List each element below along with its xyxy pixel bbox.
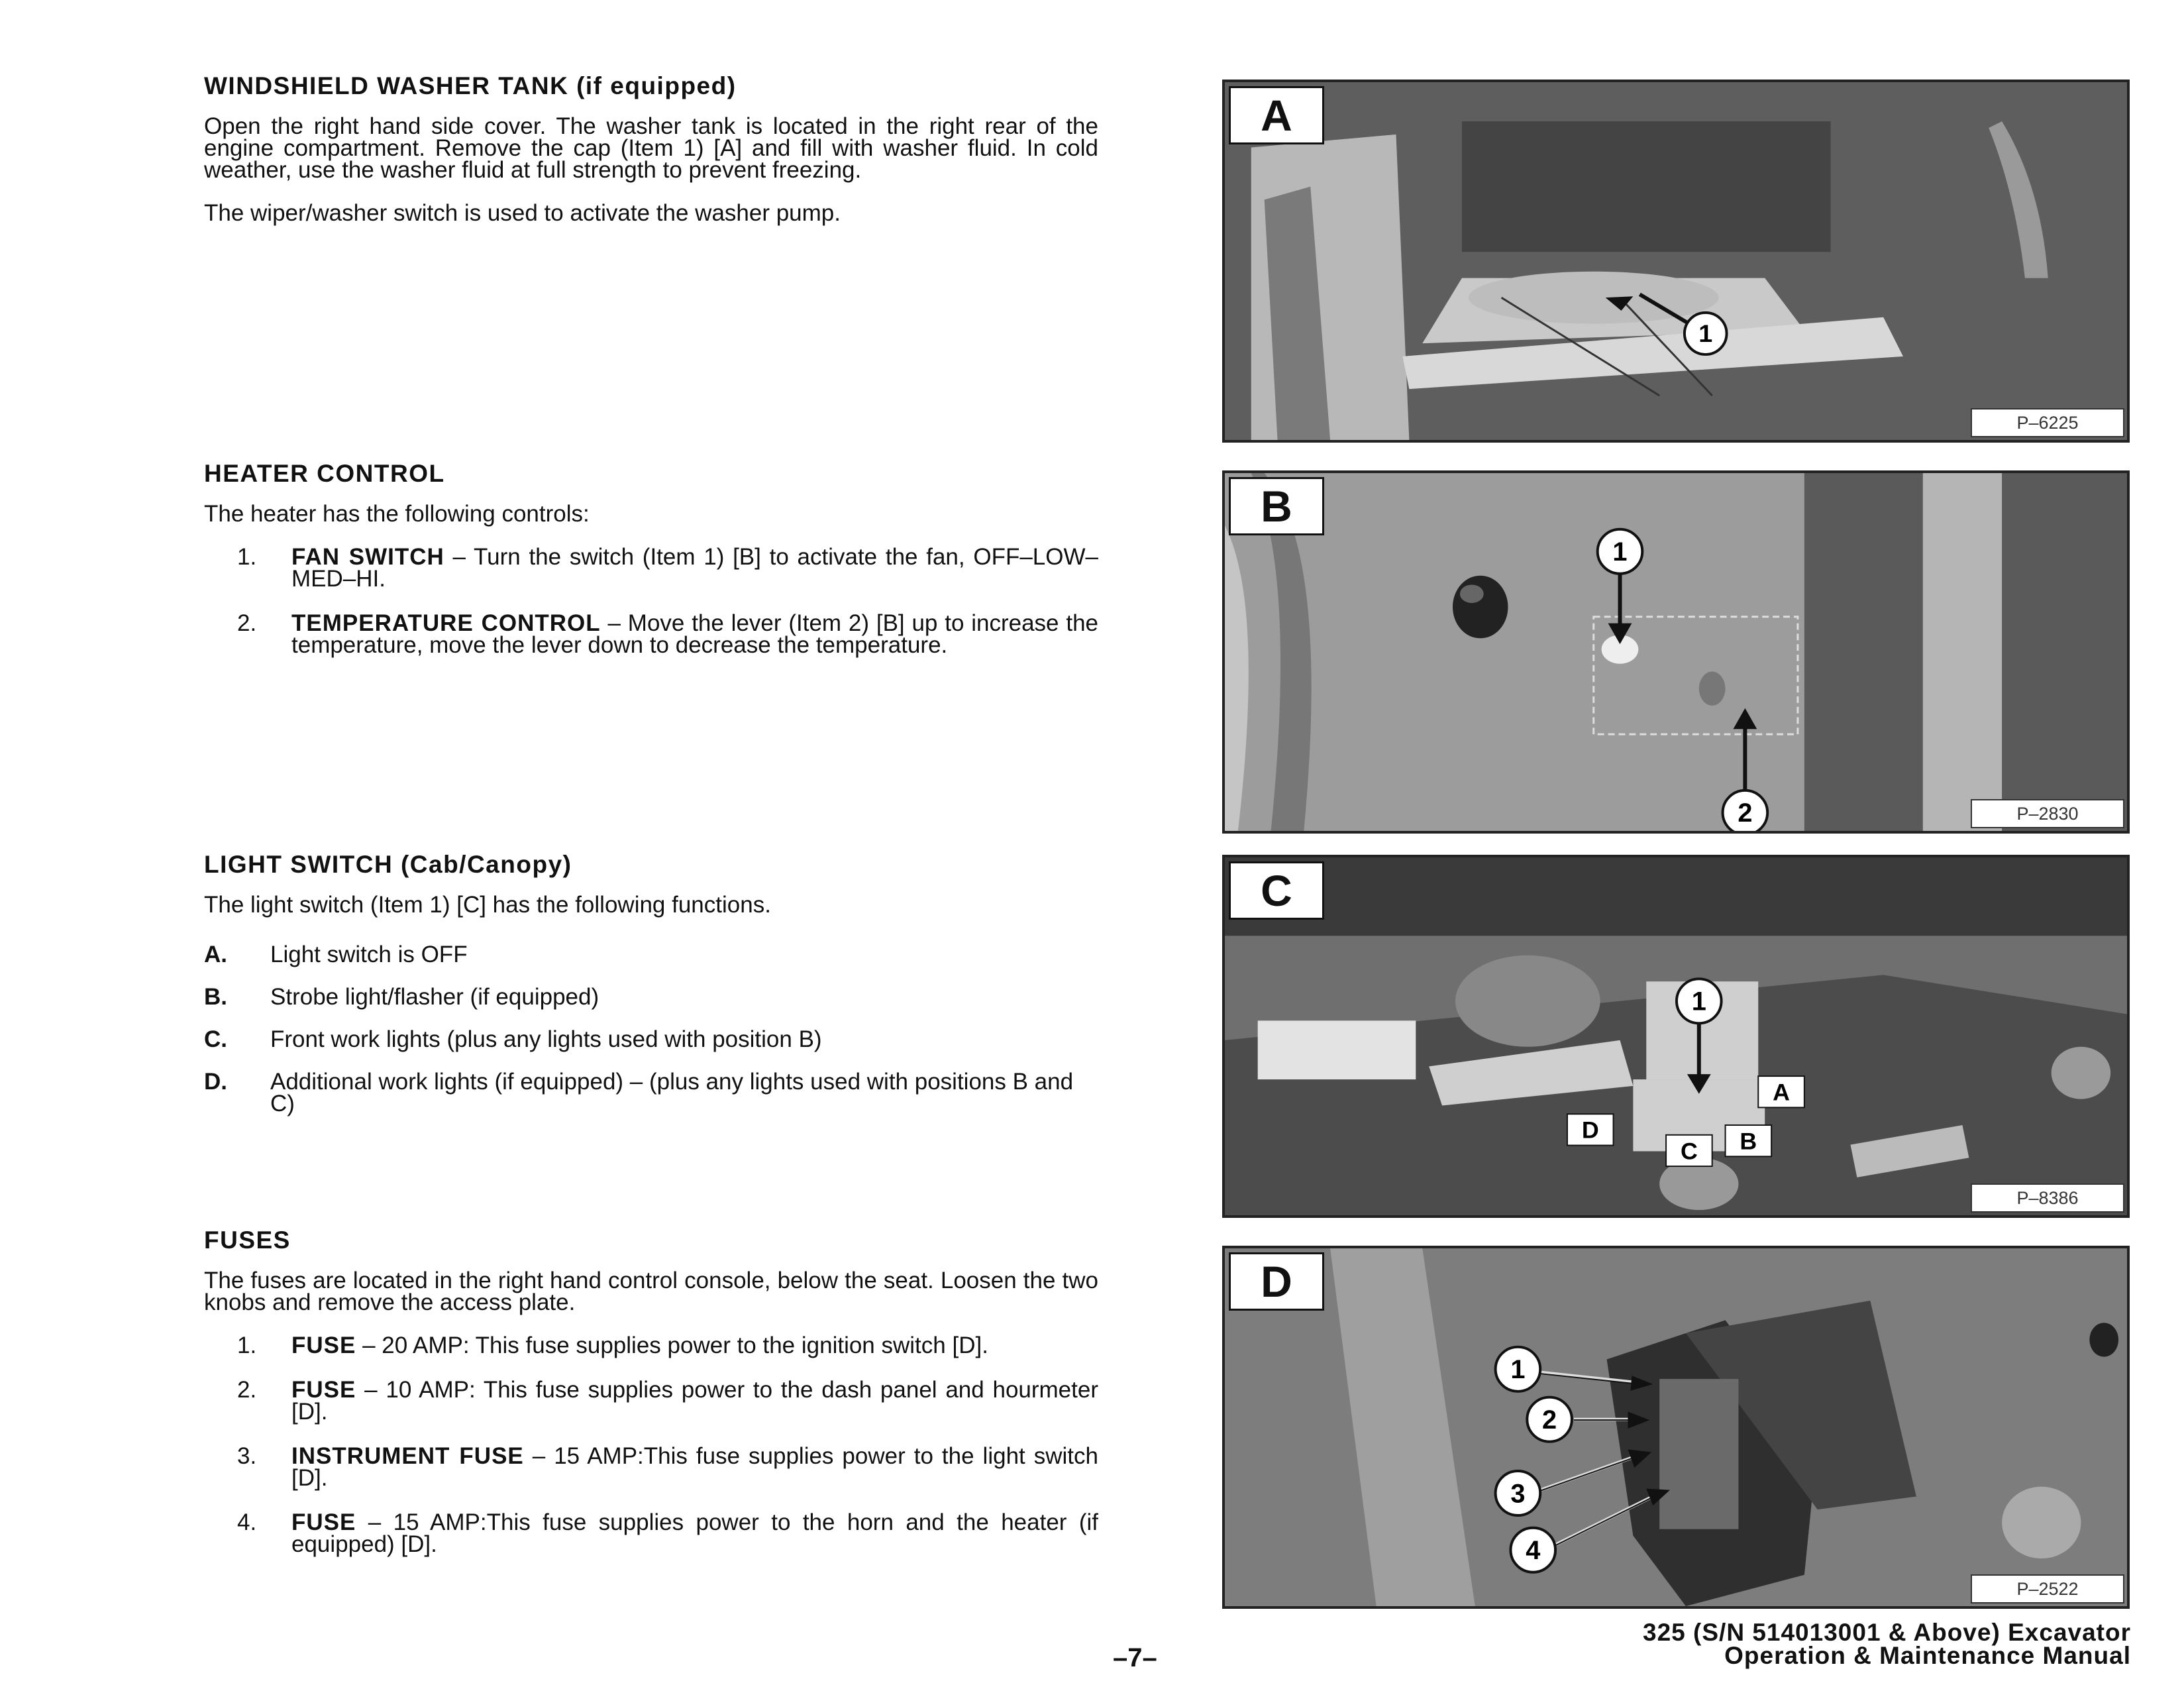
callout-4: 4 (1526, 1536, 1541, 1566)
callout-2: 2 (1738, 798, 1753, 828)
callout-1: 1 (1510, 1355, 1526, 1385)
item-term: FUSE (291, 1377, 356, 1403)
photo-a-letter: A (1229, 86, 1324, 144)
item-text: – 10 AMP: This fuse supplies power to the dash panel and hourmeter [D]. (291, 1377, 1098, 1425)
item-term: FUSE (291, 1333, 356, 1358)
section-heater (204, 459, 1098, 679)
photo-a (1222, 80, 2130, 443)
photo-c (1222, 855, 2130, 1218)
item-text: Additional work lights (if equipped) – (plus any lights used with positions B and C) (270, 1069, 1074, 1116)
callout-3: 3 (1510, 1479, 1526, 1509)
item-number: 1. (237, 1333, 257, 1358)
list-item (204, 1334, 1098, 1356)
item-text: – Move the lever (Item 2) [B] up to increase the temperature, move the lever down to decrease the temperature. (291, 610, 1098, 658)
callout-1: 1 (1612, 537, 1628, 567)
callout-2: 2 (1542, 1405, 1557, 1435)
item-text: – Turn the switch (Item 1) [B] to activate the fan, OFF–LOW–MED–HI. (291, 544, 1098, 592)
photo-b-scene (1225, 473, 2127, 831)
washer-paragraph-1: Open the right hand side cover. The washer tank is located in the right rear of the engine compartment. Remove the cap (Item 1) [A] and fill with washer fluid. In cold weather, use the washer fluid at full strength to prevent freezing. (204, 113, 1098, 183)
item-number: 2. (237, 1377, 257, 1403)
fuses-list (204, 1334, 1098, 1555)
item-text: – 20 AMP: This fuse supplies power to the ignition switch [D]. (356, 1333, 988, 1358)
item-letter: B. (204, 984, 227, 1010)
section-light (204, 850, 1098, 1135)
photo-c-scene (1225, 857, 2127, 1215)
photo-b (1222, 470, 2130, 834)
item-number: 3. (237, 1443, 257, 1469)
callout-1: 1 (1698, 319, 1713, 348)
list-item (204, 986, 1098, 1008)
list-item (204, 1071, 1098, 1115)
photo-d-letter: D (1229, 1252, 1324, 1311)
item-term: INSTRUMENT FUSE (291, 1443, 524, 1469)
photo-d (1222, 1246, 2130, 1609)
item-term: FAN SWITCH (291, 544, 444, 570)
photo-d-scene (1225, 1248, 2127, 1606)
item-text: Light switch is OFF (270, 942, 468, 967)
photo-c-letter: C (1229, 861, 1324, 920)
position-d-label: D (1581, 1116, 1599, 1144)
light-intro: The light switch (Item 1) [C] has the following functions. (204, 892, 771, 918)
item-term: TEMPERATURE CONTROL (291, 610, 601, 636)
heading-heater: HEATER CONTROL (204, 460, 445, 487)
list-item (204, 944, 1098, 965)
photo-a-scene (1225, 82, 2127, 440)
item-letter: C. (204, 1026, 227, 1052)
position-b-label: B (1740, 1128, 1757, 1155)
list-item (204, 1379, 1098, 1423)
item-number: 2. (237, 610, 257, 636)
item-number: 4. (237, 1509, 257, 1535)
item-letter: D. (204, 1069, 227, 1095)
item-letter: A. (204, 942, 227, 967)
section-washer (204, 72, 1098, 245)
item-text: – 15 AMP:This fuse supplies power to the horn and the heater (if equipped) [D]. (291, 1509, 1098, 1557)
heading-fuses: FUSES (204, 1226, 291, 1254)
item-text: – 15 AMP:This fuse supplies power to the light switch [D]. (291, 1443, 1098, 1491)
list-item (204, 1028, 1098, 1050)
page-number: –7– (1113, 1643, 1157, 1672)
manual-title-line-1: 325 (S/N 514013001 & Above) Excavator (1643, 1619, 2131, 1646)
heater-intro: The heater has the following controls: (204, 501, 590, 527)
list-item (204, 1445, 1098, 1489)
photo-a-code: P–6225 (1971, 408, 2124, 437)
item-text: Strobe light/flasher (if equipped) (270, 984, 599, 1010)
position-a-label: A (1773, 1079, 1790, 1106)
callout-1: 1 (1691, 987, 1706, 1016)
heading-light: LIGHT SWITCH (Cab/Canopy) (204, 851, 572, 878)
position-c-label: C (1680, 1138, 1698, 1165)
photo-b-letter: B (1229, 477, 1324, 535)
list-item (204, 612, 1098, 656)
item-number: 1. (237, 544, 257, 570)
photo-b-code: P–2830 (1971, 799, 2124, 828)
list-item (204, 1511, 1098, 1555)
fuses-intro: The fuses are located in the right hand control console, below the seat. Loosen the two knobs and remove the access plate. (204, 1268, 1098, 1315)
section-fuses (204, 1226, 1098, 1578)
item-term: FUSE (291, 1509, 356, 1535)
photo-d-code: P–2522 (1971, 1574, 2124, 1604)
heater-list (204, 546, 1098, 656)
washer-paragraph-2: The wiper/washer switch is used to activate the washer pump. (204, 200, 841, 226)
item-text: Front work lights (plus any lights used with position B) (270, 1026, 822, 1052)
light-list (204, 944, 1098, 1115)
manual-title-line-2: Operation & Maintenance Manual (1724, 1642, 2131, 1669)
list-item (204, 546, 1098, 590)
manual-title (1643, 1621, 2131, 1667)
heading-washer: WINDSHIELD WASHER TANK (if equipped) (204, 72, 737, 99)
photo-c-code: P–8386 (1971, 1183, 2124, 1213)
